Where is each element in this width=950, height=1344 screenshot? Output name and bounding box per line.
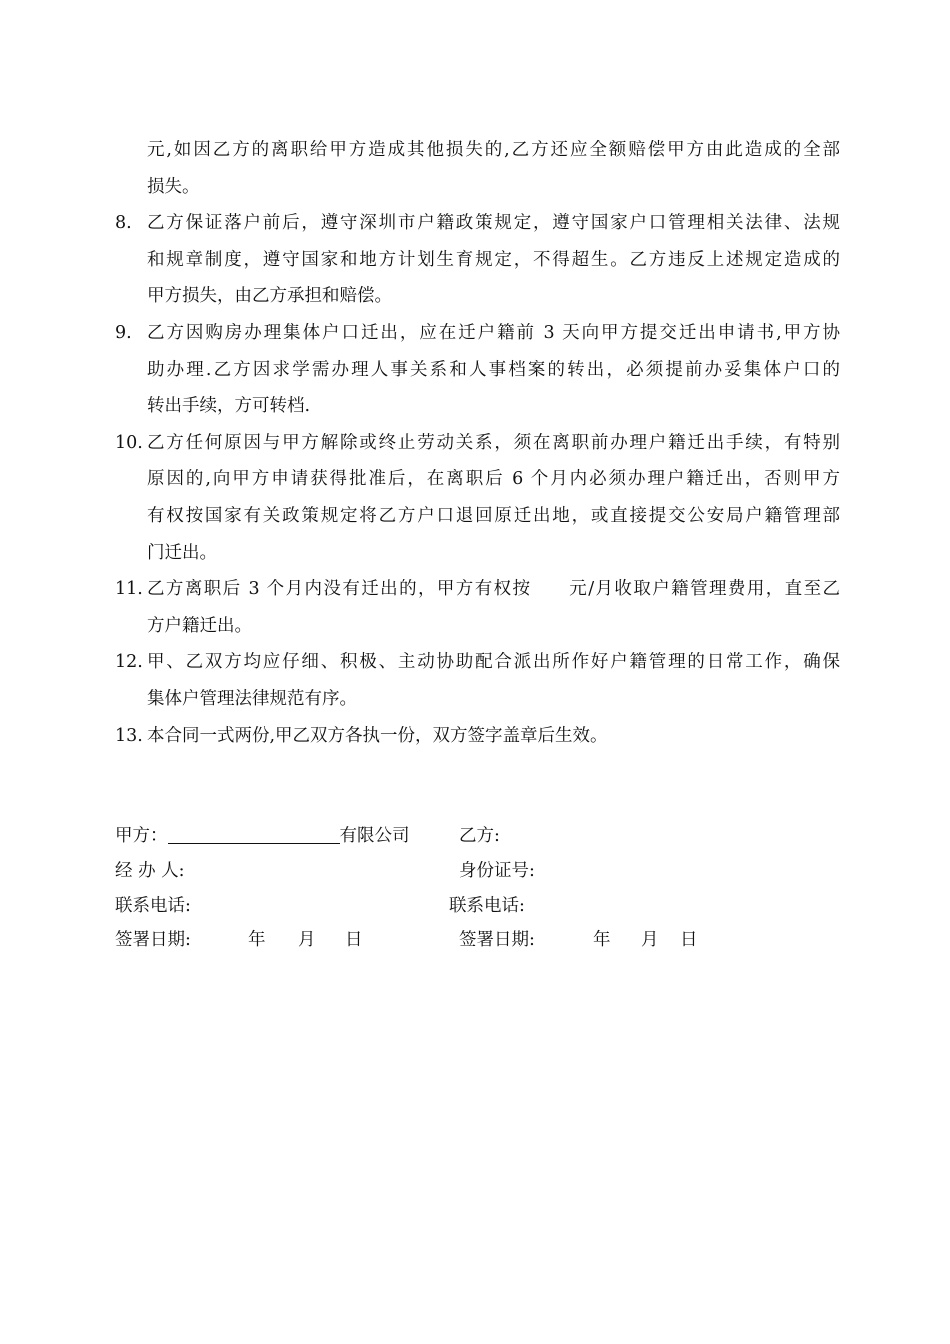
clause-13	[115, 718, 840, 755]
clause-line: 和规章制度，遵守国家和地方计划生育规定，不得超生。乙方违反上述规定造成的	[147, 249, 840, 270]
clause-text	[147, 718, 840, 755]
id-number-label: 身份证号:	[459, 861, 535, 881]
clause-text	[147, 644, 840, 717]
clause-11	[115, 571, 840, 644]
party-a-phone-label: 联系电话:	[115, 896, 191, 916]
party-b-month: 月	[641, 930, 659, 950]
party-b-year: 年	[593, 930, 611, 950]
clause-9	[115, 315, 840, 425]
clause-number: 12.	[115, 652, 143, 673]
clause-text	[147, 315, 840, 425]
clause-line: 方户籍迁出。	[147, 615, 252, 636]
clause-line: 损失。	[147, 176, 200, 197]
clause-text	[147, 205, 840, 315]
clause-line: 转出手续，方可转档.	[147, 396, 311, 417]
clause-line: 甲、乙双方均应仔细、积极、主动协助配合派出所作好户籍管理的日常工作，确保	[147, 652, 840, 673]
clause-line: 门迁出。	[147, 542, 217, 563]
party-b-label: 乙方:	[459, 826, 500, 846]
clause-8	[115, 205, 840, 315]
party-a-day: 日	[345, 930, 363, 950]
clause-number: 9.	[115, 322, 132, 343]
clause-line: 助办理.乙方因求学需办理人事关系和人事档案的转出，必须提前办妥集体户口的	[147, 359, 840, 380]
clause-line: 乙方离职后 3 个月内没有迁出的，甲方有权按 元/月收取户籍管理费用，直至乙	[147, 579, 840, 600]
clause-10	[115, 425, 840, 571]
clause-line: 乙方保证落户前后，遵守深圳市户籍政策规定，遵守国家户口管理相关法律、法规	[147, 213, 840, 234]
contract-clauses	[115, 132, 840, 754]
clause-text	[147, 571, 840, 644]
clause-line: 有权按国家有关政策规定将乙方户口退回原迁出地，或直接提交公安局户籍管理部	[147, 505, 840, 526]
clause-line: 乙方任何原因与甲方解除或终止劳动关系，须在离职前办理户籍迁出手续，有特别	[147, 432, 840, 453]
clause-number: 8.	[115, 213, 132, 234]
party-b-day: 日	[680, 930, 698, 950]
clause-line: 原因的,向甲方申请获得批准后，在离职后 6 个月内必须办理户籍迁出，否则甲方	[147, 469, 840, 490]
clause-number: 10.	[115, 432, 143, 453]
clause-line: 元,如因乙方的离职给甲方造成其他损失的,乙方还应全额赔偿甲方由此造成的全部	[147, 140, 840, 160]
clause-line: 乙方因购房办理集体户口迁出，应在迁户籍前 3 天向甲方提交迁出申请书,甲方协	[147, 322, 840, 343]
clause-line: 甲方损失，由乙方承担和赔偿。	[147, 286, 392, 307]
party-a-line	[115, 825, 410, 847]
clause-number: 11.	[115, 579, 143, 600]
clause-text	[147, 132, 840, 205]
party-b-phone-label: 联系电话:	[449, 896, 525, 916]
party-a-month: 月	[298, 930, 316, 950]
party-a-company-blank	[168, 825, 340, 844]
party-b-date-label: 签署日期:	[459, 930, 535, 950]
agent-label: 经 办 人:	[115, 861, 185, 881]
clause-line: 集体户管理法律规范有序。	[147, 688, 357, 709]
clause-number: 13.	[115, 725, 143, 746]
clause-line: 本合同一式两份,甲乙双方各执一份，双方签字盖章后生效。	[147, 725, 608, 746]
clause-12	[115, 644, 840, 717]
clause-text	[147, 425, 840, 571]
party-a-date-line	[115, 929, 191, 951]
party-a-suffix: 有限公司	[339, 826, 410, 846]
party-a-year: 年	[248, 930, 266, 950]
clause-continued	[115, 132, 840, 205]
party-a-date-label: 签署日期:	[115, 930, 191, 950]
party-a-label: 甲方：	[115, 826, 168, 846]
